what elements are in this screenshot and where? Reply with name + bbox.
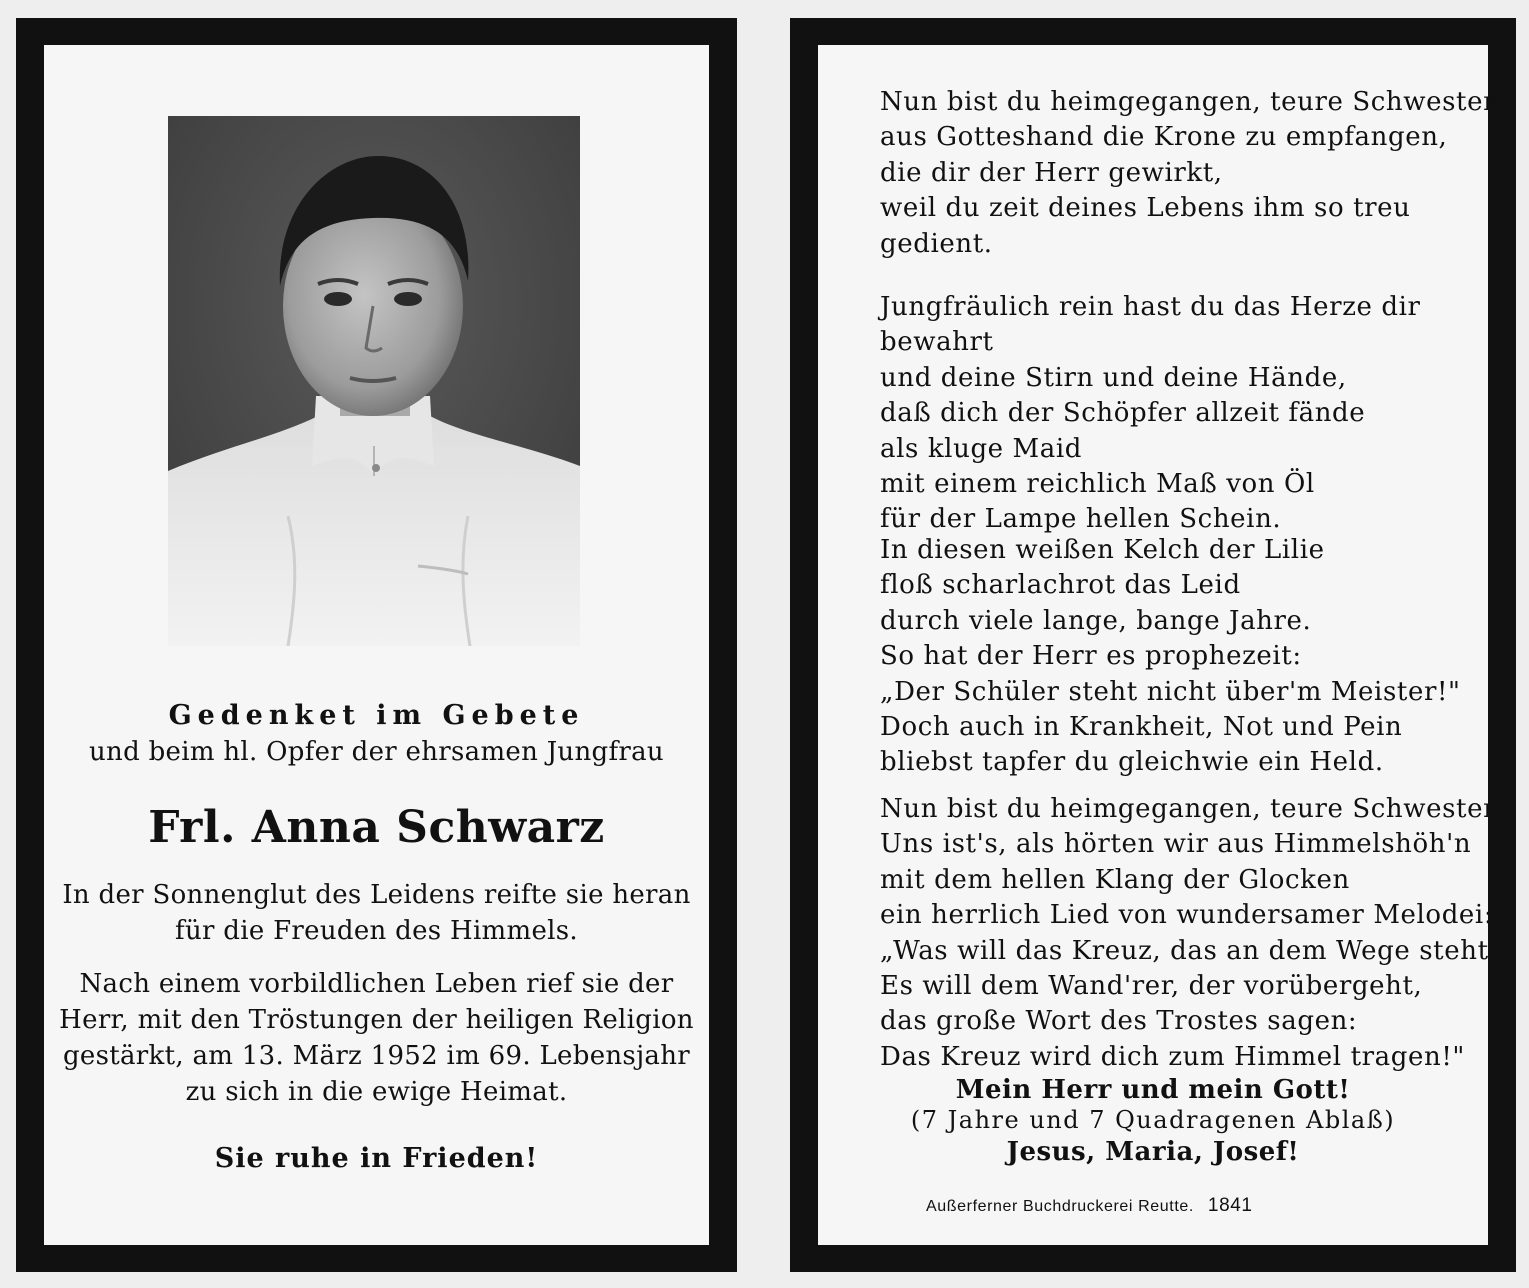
- prayer-names: Jesus, Maria, Josef!: [1006, 1137, 1300, 1167]
- poem-line: floß scharlachrot das Leid: [880, 570, 1241, 601]
- subheading: und beim hl. Opfer der ehrsamen Jungfrau: [89, 737, 664, 767]
- poem-line: bliebst tapfer du gleichwie ein Held.: [880, 747, 1384, 778]
- poem-line: die dir der Herr gewirkt,: [880, 157, 1223, 188]
- poem-line: Es will dem Wand'rer, der vorübergeht,: [880, 971, 1423, 1002]
- memorial-card-back: [790, 18, 1516, 1272]
- text-line: Herr, mit den Tröstungen der heiligen Religion: [59, 1005, 694, 1035]
- poem-line: „Was will das Kreuz, das an dem Wege steht?: [880, 935, 1504, 966]
- poem-line: Jungfräulich rein hast du das Herze dir: [880, 292, 1421, 322]
- poem-stanza-4: [880, 792, 1508, 1075]
- print-number: 1841: [1207, 1195, 1253, 1216]
- poem-line: In diesen weißen Kelch der Lilie: [880, 535, 1325, 565]
- poem-line: aus Gotteshand die Krone zu empfangen,: [880, 122, 1448, 153]
- poem-stanza-1: [880, 85, 1503, 262]
- poem-line: Doch auch in Krankheit, Not und Pein: [880, 712, 1403, 743]
- poem-line: „Der Schüler steht nicht über'm Meister!": [880, 676, 1461, 707]
- poem-line: Das Kreuz wird dich zum Himmel tragen!": [880, 1041, 1465, 1072]
- memorial-card-front: [16, 18, 737, 1272]
- poem-line: Nun bist du heimgegangen, teure Schwester!: [880, 794, 1508, 824]
- text-line: zu sich in die ewige Heimat.: [185, 1077, 568, 1107]
- text-line: In der Sonnenglut des Leidens reifte sie heran: [62, 880, 691, 910]
- poem-line: daß dich der Schöpfer allzeit fände: [880, 398, 1366, 429]
- poem-stanza-3: [880, 533, 1476, 781]
- poem-line: das große Wort des Trostes sagen:: [880, 1006, 1358, 1037]
- text-line: gestärkt, am 13. März 1952 im 69. Lebensjahr: [62, 1041, 691, 1071]
- card-front-panel: [44, 45, 709, 1245]
- dedication-text: [44, 877, 709, 949]
- poem-line: bewahrt: [880, 327, 994, 358]
- poem-line: als kluge Maid: [880, 433, 1083, 464]
- deceased-name: Frl. Anna Schwarz: [148, 802, 605, 853]
- heading: Gedenket im Gebete: [168, 700, 585, 731]
- poem-line: mit dem hellen Klang der Glocken: [880, 864, 1350, 895]
- text-line: für die Freuden des Himmels.: [175, 916, 578, 946]
- prayer-title: Mein Herr und mein Gott!: [955, 1075, 1351, 1105]
- obituary-text: [44, 966, 709, 1110]
- poem-line: durch viele lange, bange Jahre.: [880, 605, 1312, 636]
- printer-imprint: [926, 1195, 1398, 1217]
- poem-line: So hat der Herr es prophezeit:: [880, 641, 1302, 672]
- poem-stanza-2: [880, 290, 1476, 538]
- poem-line: und deine Stirn und deine Hände,: [880, 362, 1347, 393]
- poem-line: weil du zeit deines Lebens ihm so treu: [880, 193, 1411, 224]
- closing-blessing: Sie ruhe in Frieden!: [214, 1143, 539, 1174]
- poem-line: ein herrlich Lied von wundersamer Melodei:: [880, 900, 1494, 931]
- card-back-panel: [818, 45, 1508, 1245]
- indulgence-note: (7 Jahre und 7 Quadragenen Ablaß): [910, 1106, 1396, 1134]
- text-line: Nach einem vorbildlichen Leben rief sie der: [79, 969, 674, 999]
- portrait-photo: [168, 116, 580, 646]
- poem-line: Nun bist du heimgegangen, teure Schwester,: [880, 87, 1503, 117]
- poem-line: Uns ist's, als hörten wir aus Himmelshöh'n: [880, 829, 1472, 860]
- poem-line: mit einem reichlich Maß von Öl: [880, 469, 1315, 500]
- printer-name: Außerferner Buchdruckerei Reutte.: [926, 1198, 1194, 1215]
- poem-line: gedient.: [880, 228, 993, 259]
- poem-line: für der Lampe hellen Schein.: [880, 504, 1282, 535]
